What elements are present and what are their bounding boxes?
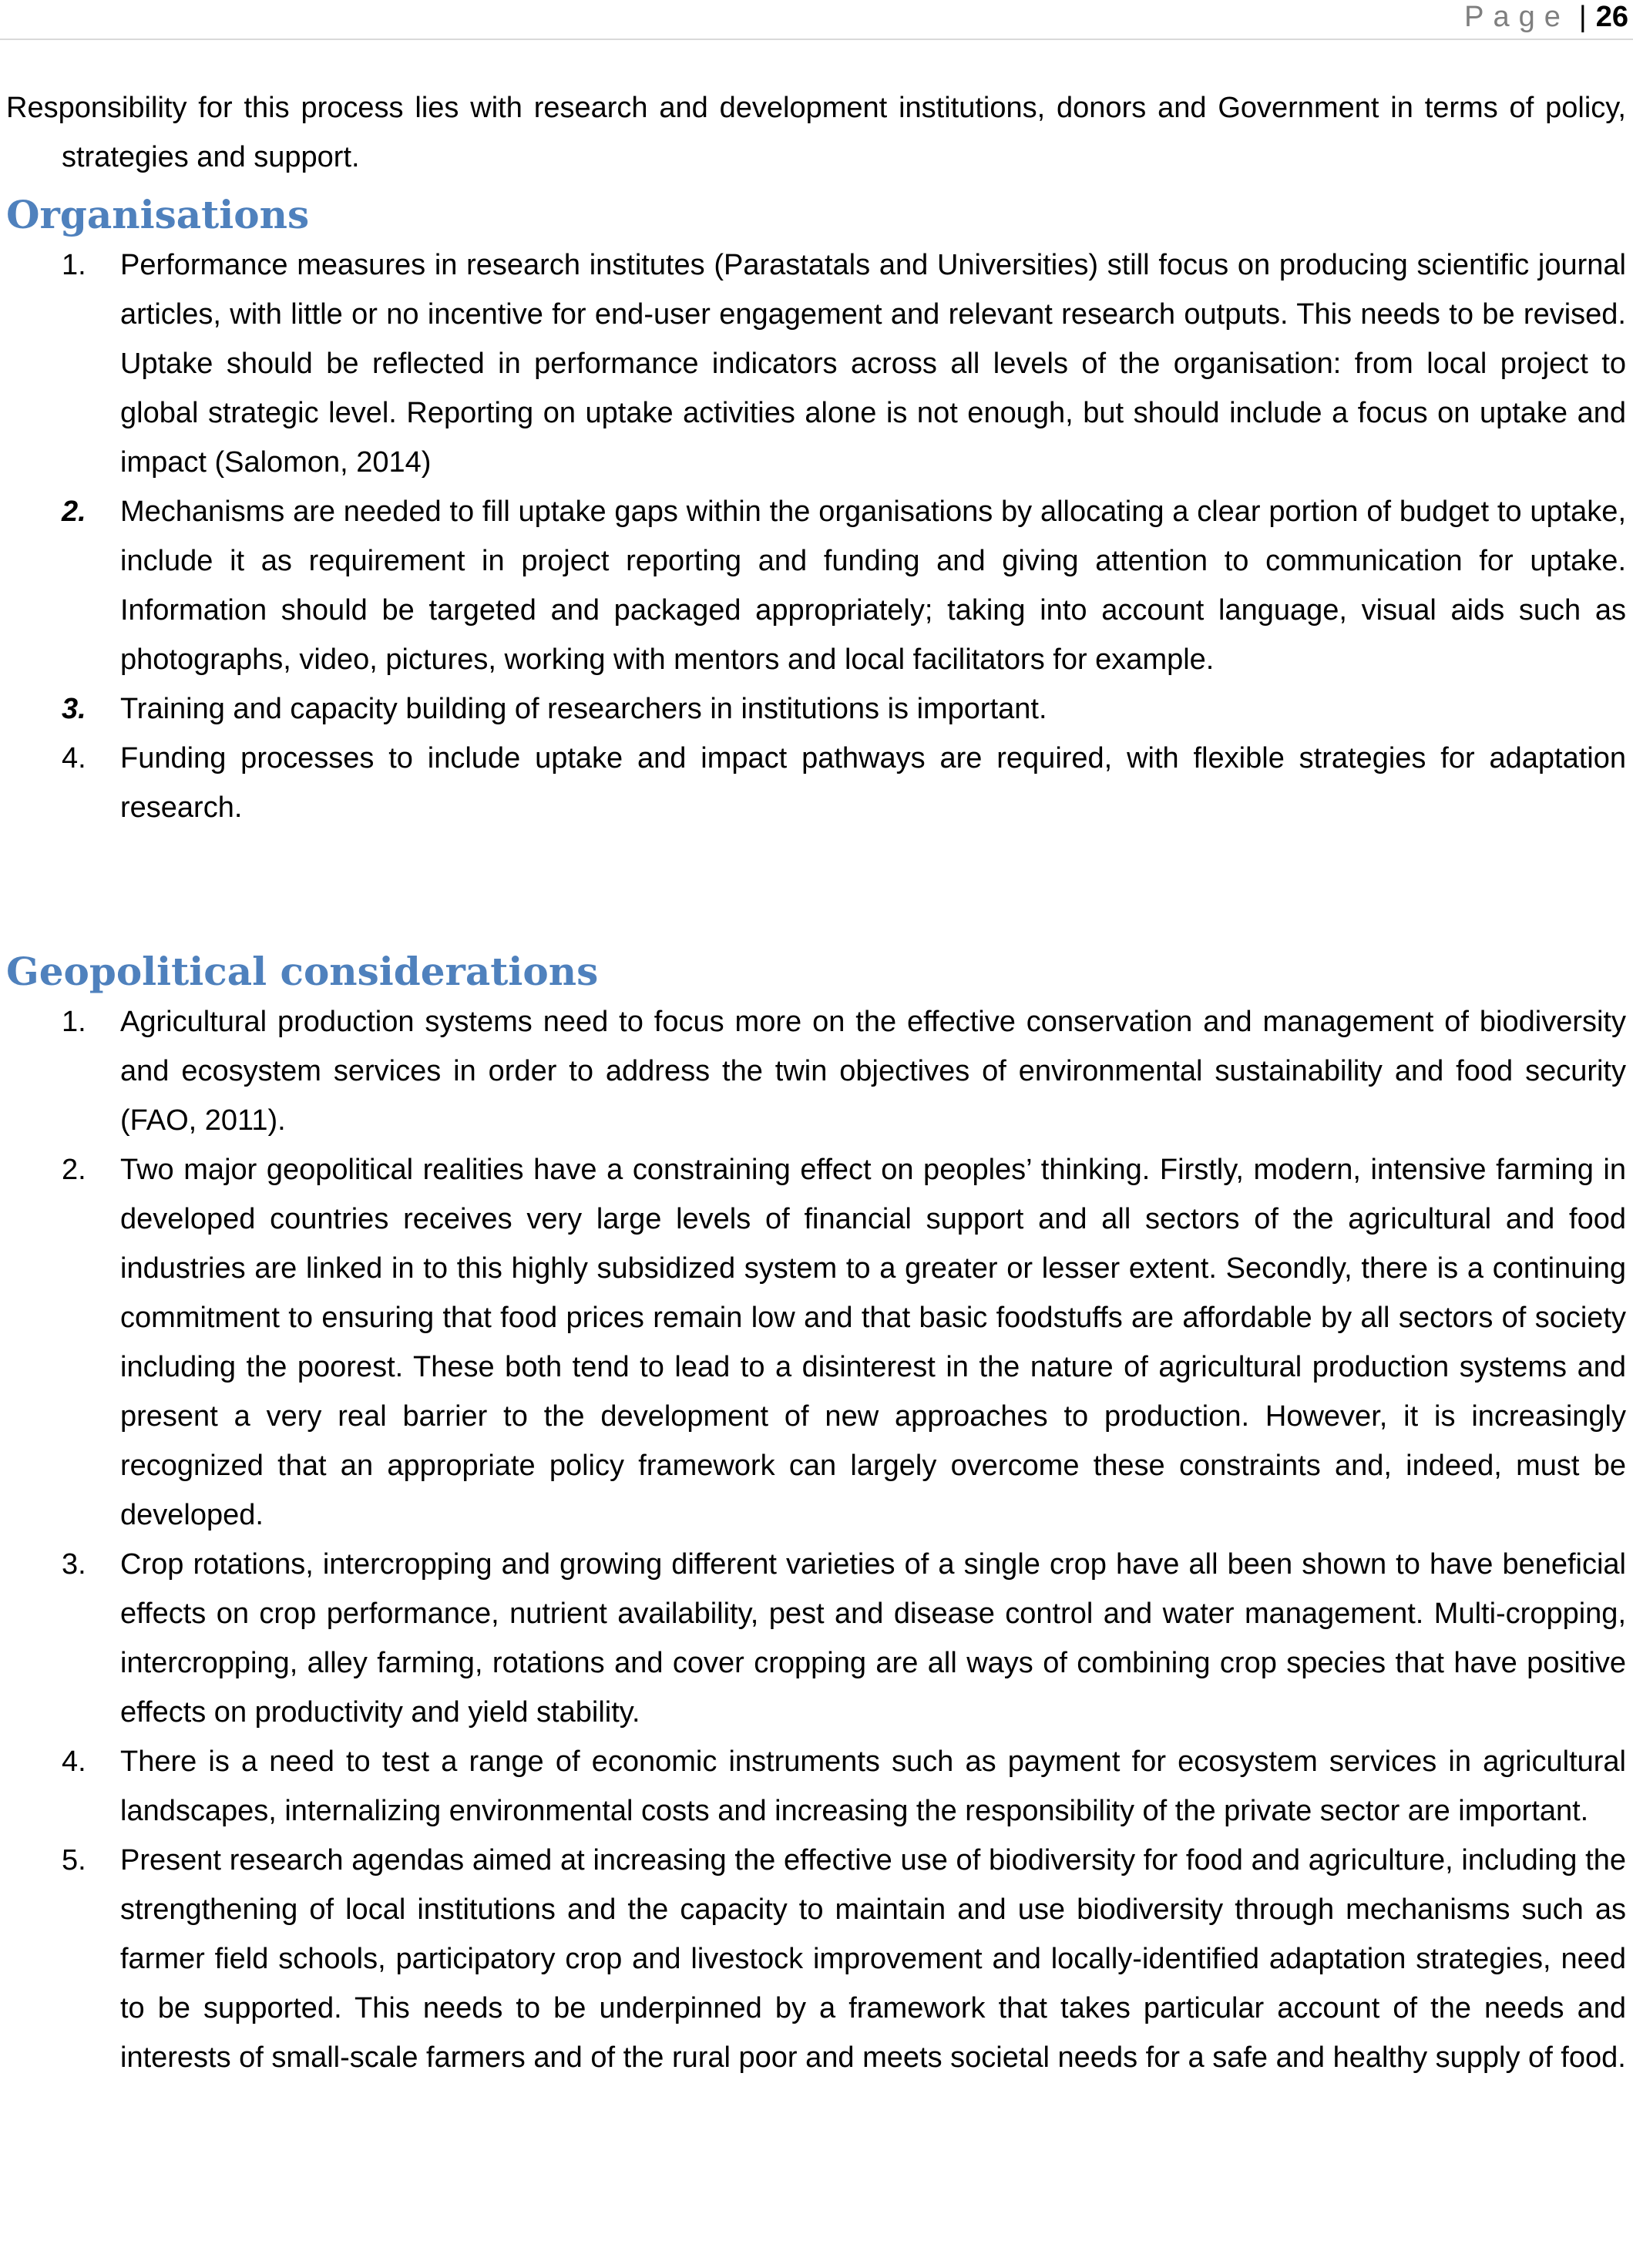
page-label: Page bbox=[1464, 1, 1570, 33]
list-item-text: Mechanisms are needed to fill uptake gaps within the organisations by allocating a clear portion of budget to uptake, include it as requirement in project reporting and funding and giving attention to communication for uptake. Information should be targeted and packaged appropriately; taking into account language, visual aids such as photographs, video, pictures, working with mentors and local facilitators for example. bbox=[120, 496, 1626, 676]
list-item-number: 3. bbox=[62, 1548, 86, 1581]
list-item bbox=[6, 1836, 1626, 2082]
list-item-text: Performance measures in research institutes (Parastatals and Universities) still focus on producing scientific journal articles, with little or no incentive for end-user engagement and relevant research outputs. This needs to be revised. Uptake should be reflected in performance indicators across all levels of the organisation: from local project to global strategic level. Reporting on uptake activities alone is not enough, but should include a focus on uptake and impact (Salomon, 2014) bbox=[120, 249, 1626, 479]
list-item bbox=[6, 734, 1626, 832]
list-item bbox=[6, 684, 1626, 734]
geopolitical-list bbox=[6, 997, 1626, 2082]
list-item-number: 3. bbox=[62, 693, 86, 725]
list-item-text: Crop rotations, intercropping and growing different varieties of a single crop have all been shown to have beneficial effects on crop performance, nutrient availability, pest and disease control and water management. Multi-cropping, intercropping, alley farming, rotations and cover cropping are all ways of combining crop species that have positive effects on productivity and yield stability. bbox=[120, 1548, 1626, 1729]
list-item-text: Two major geopolitical realities have a constraining effect on peoples’ thinking. Firstly, modern, intensive farming in developed countries receives very large levels of financial support and all sectors of the agricultural and food industries are linked in to this highly subsidized system to a greater or lesser extent. Secondly, there is a continuing commitment to ensuring that food prices remain low and that basic foodstuffs are affordable by all sectors of society including the poorest. These both tend to lead to a disinterest in the nature of agricultural production systems and present a very real barrier to the development of new approaches to production. However, it is increasingly recognized that an appropriate policy framework can largely overcome these constraints and, indeed, must be developed. bbox=[120, 1154, 1626, 1531]
list-item bbox=[6, 997, 1626, 1145]
list-item bbox=[6, 1737, 1626, 1836]
list-item-text: Agricultural production systems need to focus more on the effective conservation and management of biodiversity and ecosystem services in order to address the twin objectives of environmental sustainability and food security (FAO, 2011). bbox=[120, 1006, 1626, 1137]
list-item-number: 5. bbox=[62, 1844, 86, 1877]
list-item-number: 4. bbox=[62, 1746, 86, 1778]
page-header bbox=[1464, 0, 1628, 34]
list-item-number: 1. bbox=[62, 1006, 86, 1038]
document-body bbox=[6, 83, 1626, 2082]
section-heading-geopolitical: Geopolitical considerations bbox=[6, 949, 599, 994]
list-item bbox=[6, 487, 1626, 684]
organisations-list bbox=[6, 240, 1626, 832]
list-item-text: Present research agendas aimed at increasing the effective use of biodiversity for food and agriculture, including the strengthening of local institutions and the capacity to maintain and use biodiversity through mechanisms such as farmer field schools, participatory crop and livestock improvement and locally-identified adaptation strategies, need to be supported. This needs to be underpinned by a framework that takes particular account of the needs and interests of small-scale farmers and of the rural poor and meets societal needs for a safe and healthy supply of food. bbox=[120, 1844, 1626, 2074]
intro-paragraph: Responsibility for this process lies with research and development institutions, donors and Government in terms of policy, strategies and support. bbox=[6, 92, 1626, 173]
list-item-number: 4. bbox=[62, 742, 86, 774]
page-number: 26 bbox=[1595, 1, 1628, 33]
list-item-number: 1. bbox=[62, 249, 86, 281]
list-item-text: Training and capacity building of researchers in institutions is important. bbox=[120, 693, 1047, 725]
list-item-number: 2. bbox=[62, 1154, 86, 1186]
list-item-text: There is a need to test a range of economic instruments such as payment for ecosystem services in agricultural landscapes, internalizing environmental costs and increasing the responsibility of the private sector are important. bbox=[120, 1746, 1626, 1827]
list-item bbox=[6, 1540, 1626, 1737]
page-separator: | bbox=[1578, 1, 1587, 33]
list-item bbox=[6, 240, 1626, 487]
header-divider bbox=[0, 39, 1633, 40]
section-heading-organisations: Organisations bbox=[6, 192, 310, 237]
list-item-number: 2. bbox=[62, 496, 86, 528]
list-item bbox=[6, 1145, 1626, 1540]
list-item-text: Funding processes to include uptake and impact pathways are required, with flexible strategies for adaptation research. bbox=[120, 742, 1626, 824]
